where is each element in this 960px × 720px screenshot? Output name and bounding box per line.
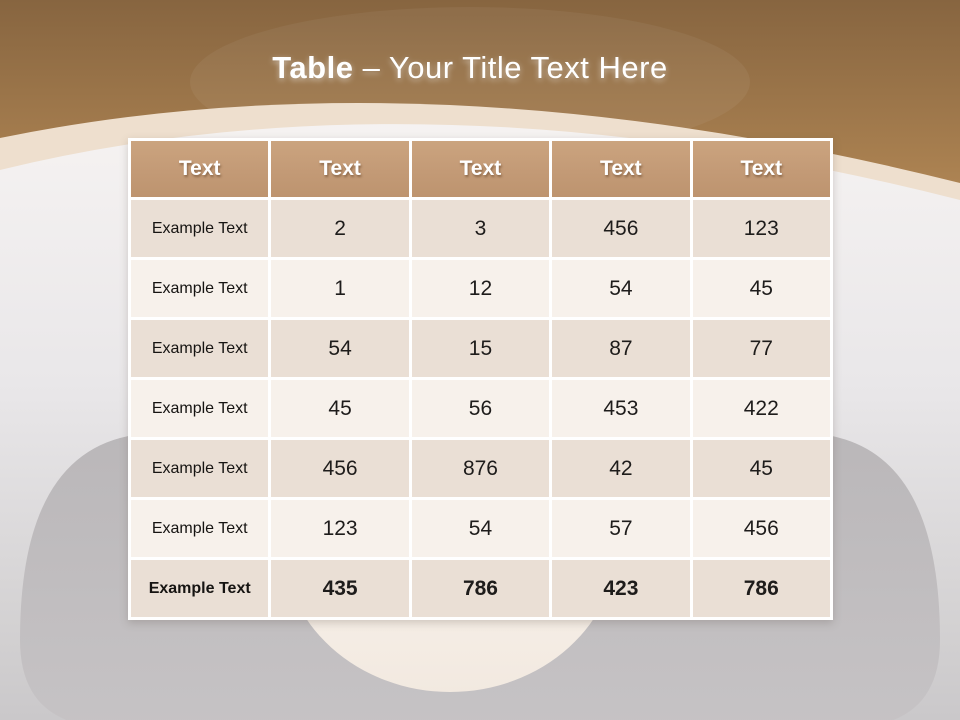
value-cell: 786: [693, 560, 830, 617]
table-row: [131, 500, 830, 557]
value-cell: 15: [412, 320, 549, 377]
value-cell: 435: [271, 560, 408, 617]
title-rest: Your Title Text Here: [388, 50, 668, 85]
value-cell: 57: [552, 500, 689, 557]
value-cell: 123: [693, 200, 830, 257]
table-row: [131, 380, 830, 437]
table-header: [131, 141, 830, 197]
value-cell: 12: [412, 260, 549, 317]
value-cell: 54: [412, 500, 549, 557]
value-cell: 422: [693, 380, 830, 437]
title-keyword: Table: [272, 50, 354, 85]
row-label-cell: Example Text: [131, 500, 268, 557]
value-cell: 453: [552, 380, 689, 437]
data-table: [128, 138, 833, 620]
value-cell: 54: [271, 320, 408, 377]
header-cell-3: Text: [412, 141, 549, 197]
value-cell: 77: [693, 320, 830, 377]
value-cell: 3: [412, 200, 549, 257]
value-cell: 87: [552, 320, 689, 377]
value-cell: 456: [271, 440, 408, 497]
value-cell: 456: [552, 200, 689, 257]
row-label-cell: Example Text: [131, 320, 268, 377]
value-cell: 1: [271, 260, 408, 317]
value-cell: 54: [552, 260, 689, 317]
table-row: [131, 560, 830, 617]
title-separator: –: [362, 50, 381, 85]
value-cell: 876: [412, 440, 549, 497]
value-cell: 123: [271, 500, 408, 557]
value-cell: 45: [693, 260, 830, 317]
table-row: [131, 440, 830, 497]
table-body: [131, 200, 830, 617]
table-row: [131, 320, 830, 377]
value-cell: 456: [693, 500, 830, 557]
value-cell: 45: [271, 380, 408, 437]
value-cell: 2: [271, 200, 408, 257]
row-label-cell: Example Text: [131, 200, 268, 257]
value-cell: 786: [412, 560, 549, 617]
table-row: [131, 260, 830, 317]
row-label-cell: Example Text: [131, 380, 268, 437]
row-label-cell: Example Text: [131, 260, 268, 317]
row-label-cell: Example Text: [131, 560, 268, 617]
header-cell-4: Text: [552, 141, 689, 197]
header-cell-5: Text: [693, 141, 830, 197]
value-cell: 42: [552, 440, 689, 497]
header-cell-1: Text: [131, 141, 268, 197]
value-cell: 45: [693, 440, 830, 497]
value-cell: 423: [552, 560, 689, 617]
row-label-cell: Example Text: [131, 440, 268, 497]
slide-title: [0, 50, 940, 86]
table-row: [131, 200, 830, 257]
value-cell: 56: [412, 380, 549, 437]
header-cell-2: Text: [271, 141, 408, 197]
table-header-row: [131, 141, 830, 197]
